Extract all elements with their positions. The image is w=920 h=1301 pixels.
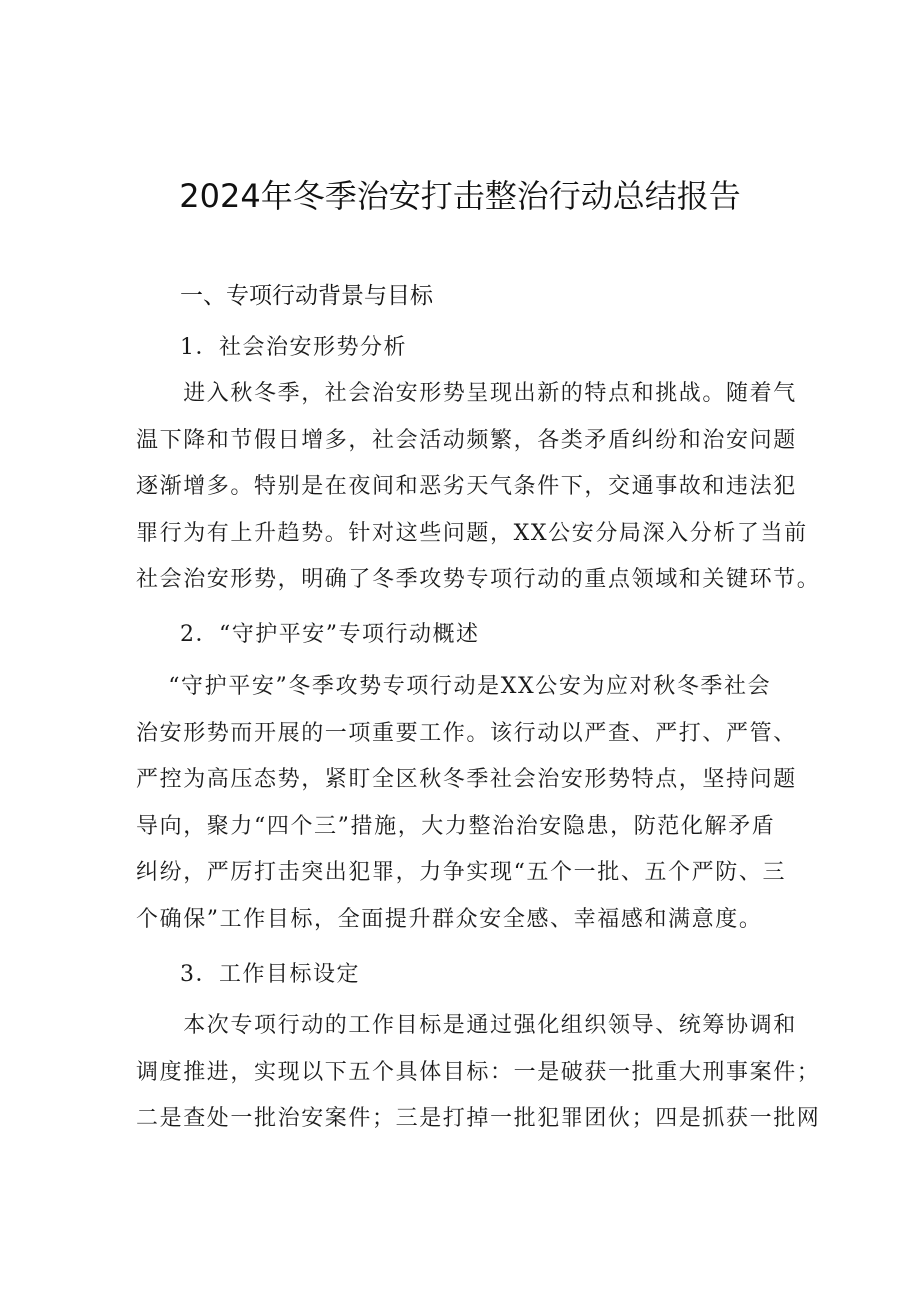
paragraph-line: 社会治安形势，明确了冬季攻势专项行动的重点领域和关键环节。 xyxy=(136,567,821,592)
paragraph-line: “守护平安”冬季攻势专项行动是XX公安为应对秋冬季社会 xyxy=(136,674,772,699)
sub-heading-2: 2．“守护平安”专项行动概述 xyxy=(180,622,480,647)
paragraph-line: 本次专项行动的工作目标是通过强化组织领导、统筹协调和 xyxy=(136,1013,797,1038)
paragraph-line: 个确保”工作目标，全面提升群众安全感、幸福感和满意度。 xyxy=(136,906,763,932)
paragraph-line: 进入秋冬季，社会治安形势呈现出新的特点和挑战。随着气 xyxy=(136,381,797,406)
paragraph-work-goals xyxy=(136,1003,821,1143)
section-heading-1: 一、专项行动背景与目标 xyxy=(180,283,433,309)
paragraph-line: 二是查处一批治安案件；三是打掉一批犯罪团伙；四是抓获一批网 xyxy=(136,1106,821,1131)
paragraph-line: 逐渐增多。特别是在夜间和恶劣天气条件下，交通事故和违法犯 xyxy=(136,474,797,499)
paragraph-line: 罪行为有上升趋势。针对这些问题，XX公安分局深入分析了当前 xyxy=(136,520,808,546)
paragraph-line: 治安形势而开展的一项重要工作。该行动以严查、严打、严管、 xyxy=(136,720,797,746)
paragraph-line: 纠纷，严厉打击突出犯罪，力争实现“五个一批、五个严防、三 xyxy=(136,860,787,885)
paragraph-line: 导向，聚力“四个三”措施，大力整治治安隐患，防范化解矛盾 xyxy=(136,813,776,839)
sub-heading-1: 1．社会治安形势分析 xyxy=(180,335,407,360)
paragraph-line: 温下降和节假日增多，社会活动频繁，各类矛盾纠纷和治安问题 xyxy=(136,427,797,453)
document-title: 2024年冬季治安打击整治行动总结报告 xyxy=(179,177,741,215)
paragraph-situation-analysis xyxy=(136,371,821,604)
sub-heading-3: 3．工作目标设定 xyxy=(180,962,360,987)
paragraph-action-overview xyxy=(136,664,796,943)
paragraph-line: 调度推进，实现以下五个具体目标：一是破获一批重大刑事案件； xyxy=(136,1059,821,1085)
paragraph-line: 严控为高压态势，紧盯全区秋冬季社会治安形势特点，坚持问题 xyxy=(136,767,797,792)
